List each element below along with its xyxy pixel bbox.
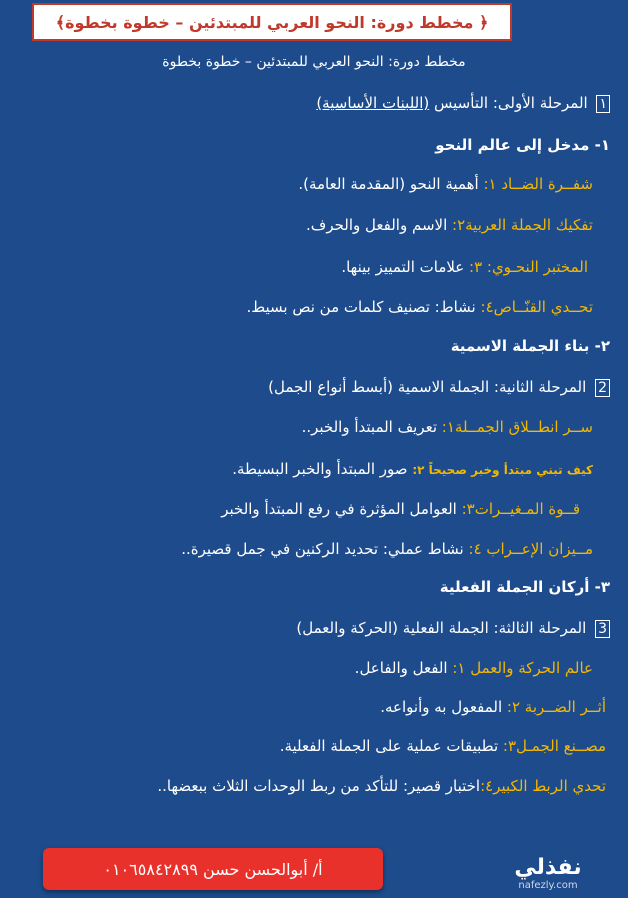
page-title-box: [32, 3, 512, 41]
lesson-text: المفعول به وأنواعه.: [380, 698, 507, 716]
section-1-heading: ١- مدخل إلى عالم النحو: [435, 136, 610, 154]
lesson-3-2: [10, 698, 606, 716]
lesson-label: تحــدي القنّــاص٤:: [480, 298, 593, 316]
page-title: ﴿ مخطط دورة: النحو العربي للمبتدئين – خطوة بخطوة﴾: [55, 12, 489, 32]
nafezly-logo: [478, 856, 618, 898]
lesson-2-3: [10, 500, 580, 518]
lesson-2-4: [10, 540, 593, 558]
lesson-text: العوامل المؤثرة في رفع المبتدأ والخبر: [221, 500, 462, 518]
lesson-text: نشاط: تصنيف كلمات من نص بسيط.: [246, 298, 481, 316]
stage-3-title: المرحلة الثالثة: الجملة الفعلية (الحركة والعمل): [296, 619, 587, 637]
stage-3-number: 3: [595, 620, 610, 638]
lesson-label: أثــر الضــربة ٢:: [506, 698, 606, 716]
lesson-text: صور المبتدأ والخبر البسيطة.: [232, 460, 413, 478]
stage-1-number: ١: [596, 95, 610, 113]
lesson-label: تفكيك الجملة العربية٢:: [452, 216, 593, 234]
stage-1-title-paren: (اللبنات الأساسية): [316, 94, 430, 112]
stage-1-title: المرحلة الأولى: التأسيس: [434, 94, 588, 112]
lesson-text: الفعل والفاعل.: [354, 659, 453, 677]
stage-2-heading: [10, 378, 610, 397]
stage-2-number: 2: [595, 379, 610, 397]
lesson-1-4: [10, 298, 593, 316]
stage-2-title: المرحلة الثانية: الجملة الاسمية (أبسط أنواع الجمل): [268, 378, 587, 396]
lesson-label: قــوة المـغيــرات٣:: [461, 500, 580, 518]
section-2-heading: ٢- بناء الجملة الاسمية: [450, 337, 610, 355]
contact-button[interactable]: [43, 848, 383, 890]
lesson-text: أهمية النحو (المقدمة العامة).: [298, 175, 484, 193]
section-3-heading: ٣- أركان الجملة الفعلية: [439, 578, 610, 596]
lesson-1-1: [10, 175, 593, 193]
lesson-text: علامات التمييز بينها.: [341, 258, 470, 276]
contact-text: أ/ أبوالحسن حسن ٠١٠٦٥٨٤٢٨٩٩: [103, 859, 323, 879]
logo-brand: نفذلي: [514, 855, 582, 880]
lesson-1-2: [10, 216, 593, 234]
logo-url: nafezly.com: [518, 880, 578, 891]
lesson-text: تعريف المبتدأ والخبر..: [301, 418, 442, 436]
lesson-text: تطبيقات عملية على الجملة الفعلية.: [279, 737, 503, 755]
lesson-label: مــيزان الإعــراب ٤:: [468, 540, 593, 558]
lesson-2-2: [10, 460, 593, 478]
stage-3-heading: [10, 619, 610, 638]
lesson-label: عالم الحركة والعمل ١:: [452, 659, 593, 677]
lesson-text: نشاط عملي: تحديد الركنين في جمل قصيرة..: [181, 540, 469, 558]
lesson-label: كيف تبني مبتدأ وخبر صحيحاً ٢:: [412, 463, 593, 477]
lesson-2-1: [10, 418, 593, 436]
lesson-label: المختبر النحـوي: ٣:: [469, 258, 588, 276]
stage-1-heading: [10, 94, 610, 113]
lesson-text: اختبار قصير: للتأكد من ربط الوحدات الثلاث ببعضها..: [157, 777, 481, 795]
lesson-3-3: [10, 737, 606, 755]
lesson-label: تحدي الربط الكبير٤:: [480, 777, 606, 795]
lesson-label: مصــنع الجمـل٣:: [502, 737, 606, 755]
lesson-label: شفــرة الضــاد ١:: [483, 175, 593, 193]
lesson-1-3: [10, 258, 588, 276]
lesson-3-1: [10, 659, 593, 677]
page-subtitle: مخطط دورة: النحو العربي للمبتدئين – خطوة بخطوة: [162, 54, 466, 70]
lesson-3-4: [10, 777, 606, 795]
lesson-text: الاسم والفعل والحرف.: [306, 216, 453, 234]
lesson-label: ســر انطــلاق الجمــلة١:: [441, 418, 593, 436]
